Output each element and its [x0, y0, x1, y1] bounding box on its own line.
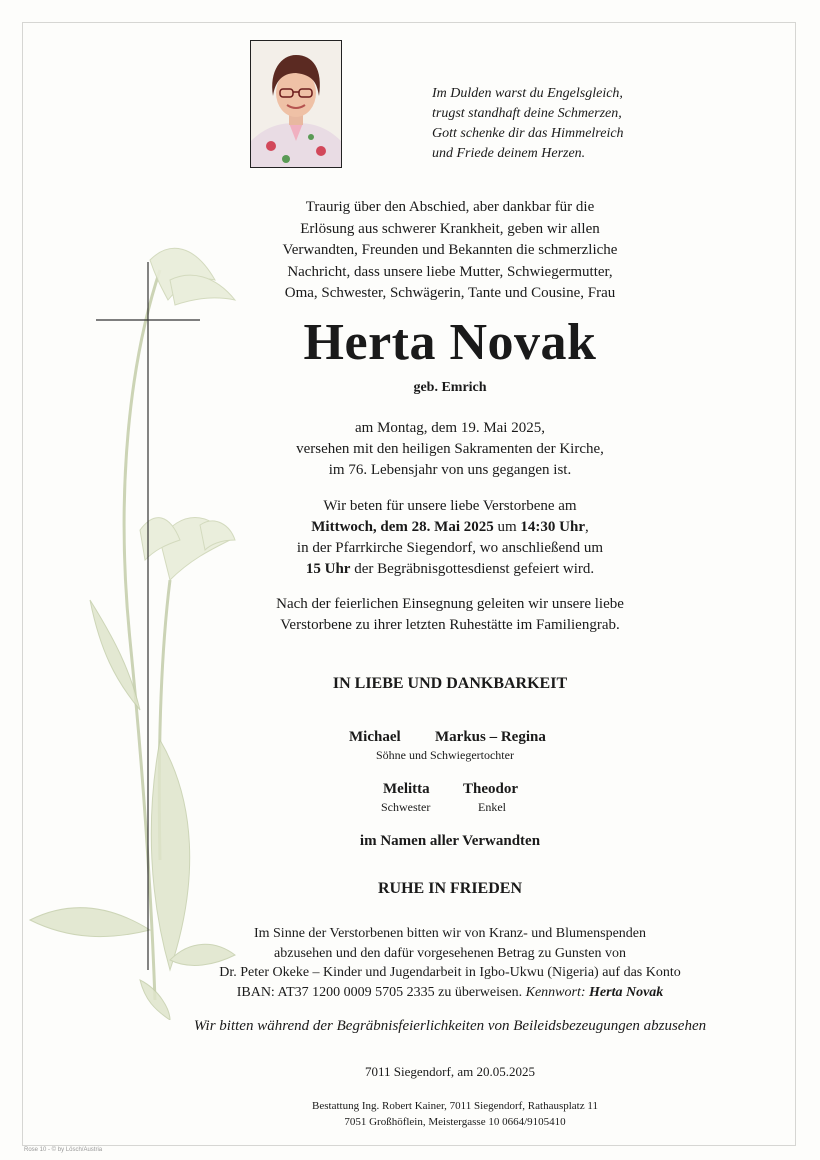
donation-line: abzusehen und den dafür vorgesehenen Betrag zu Gunsten von — [274, 945, 626, 961]
condolence-request: Wir bitten während der Begräbnisfeierlichkeiten von Beileidsbezeugungen abzusehen — [193, 1018, 707, 1034]
place-and-date: 7011 Siegendorf, am 20.05.2025 — [365, 1064, 535, 1079]
mourner-markus-regina: Markus – Regina — [435, 729, 546, 745]
mourner-relation-grandson: Enkel — [478, 800, 506, 814]
service-um: um — [493, 519, 521, 535]
intro-line: Nachricht, dass unsere liebe Mutter, Schwiegermutter, — [287, 263, 613, 280]
poem-line: Gott schenke dir das Himmelreich — [432, 126, 624, 141]
service-datetime-line — [150, 517, 750, 538]
mass-time: 15 Uhr — [305, 561, 351, 577]
service-line: Wir beten für unsere liebe Verstorbene am — [323, 498, 577, 514]
donation-text — [130, 924, 770, 1002]
intro-line: Traurig über den Abschied, aber dankbar für die — [305, 199, 595, 215]
service-time: 14:30 Uhr — [520, 519, 585, 535]
mourner-relation-sister: Schwester — [381, 800, 431, 814]
love-heading: IN LIEBE UND DANKBARKEIT — [332, 675, 568, 692]
donation-kennwort-value: Herta Novak — [589, 984, 664, 1000]
burial-info — [150, 594, 750, 636]
maiden-name: geb. Emrich — [413, 380, 487, 395]
death-notice — [150, 418, 750, 481]
intro-line: Erlösung aus schwerer Krankheit, geben wir allen — [300, 220, 600, 237]
memorial-poem — [432, 84, 732, 164]
copyright-footnote: Rose 10 - © by Lösch/Austria — [24, 1147, 103, 1153]
poem-line: Im Dulden warst du Engelsgleich, — [432, 86, 623, 101]
rip-heading: RUHE IN FRIEDEN — [377, 880, 522, 897]
donation-iban: IBAN: AT37 1200 0009 5705 2335 zu überweisen. — [236, 984, 526, 1000]
mass-line — [150, 559, 750, 580]
service-line: in der Pfarrkirche Siegendorf, wo anschließend um — [296, 540, 604, 556]
intro-line: Verwandten, Freunden und Bekannten die schmerzliche — [282, 242, 618, 258]
burial-line: Verstorbene zu ihrer letzten Ruhestätte im Familiengrab. — [280, 617, 620, 633]
mourner-theodor: Theodor — [463, 781, 519, 797]
service-info — [150, 496, 750, 580]
mourner-melitta: Melitta — [383, 781, 430, 797]
poem-line: trugst standhaft deine Schmerzen, — [432, 106, 622, 121]
donation-line: Im Sinne der Verstorbenen bitten wir von Kranz- und Blumenspenden — [253, 926, 647, 941]
mourner-relation-sons: Söhne und Schwiegertochter — [376, 748, 514, 762]
donation-kennwort-label: Kennwort: — [525, 984, 590, 1000]
deceased-name: Herta Novak — [303, 314, 597, 371]
intro-line: Oma, Schwester, Schwägerin, Tante und Cousine, Frau — [284, 285, 616, 301]
undertaker-line: 7051 Großhöflein, Meistergasse 10 0664/9105410 — [344, 1116, 566, 1128]
donation-line: Dr. Peter Okeke – Kinder und Jugendarbeit in Igbo-Ukwu (Nigeria) auf das Konto — [219, 965, 681, 980]
undertaker-line: Bestattung Ing. Robert Kainer, 7011 Siegendorf, Rathausplatz 11 — [312, 1100, 598, 1112]
burial-line: Nach der feierlichen Einsegnung geleiten wir unsere liebe — [276, 596, 624, 612]
intro-text — [150, 197, 750, 305]
mourner-michael: Michael — [349, 729, 401, 745]
donation-iban-line — [130, 983, 770, 1003]
death-line: versehen mit den heiligen Sakramenten der Kirche, — [296, 441, 604, 457]
death-line: im 76. Lebensjahr von uns gegangen ist. — [328, 462, 572, 478]
death-line: am Montag, dem 19. Mai 2025, — [355, 420, 545, 436]
undertaker-info — [150, 1098, 760, 1130]
mass-text: der Begräbnisgottesdienst gefeiert wird. — [350, 561, 595, 577]
poem-line: und Friede deinem Herzen. — [432, 146, 586, 161]
relatives-line: im Namen aller Verwandten — [359, 833, 541, 849]
portrait-photo — [250, 40, 342, 168]
service-comma: , — [584, 519, 589, 535]
service-date: Mittwoch, dem 28. Mai 2025 — [311, 519, 494, 535]
